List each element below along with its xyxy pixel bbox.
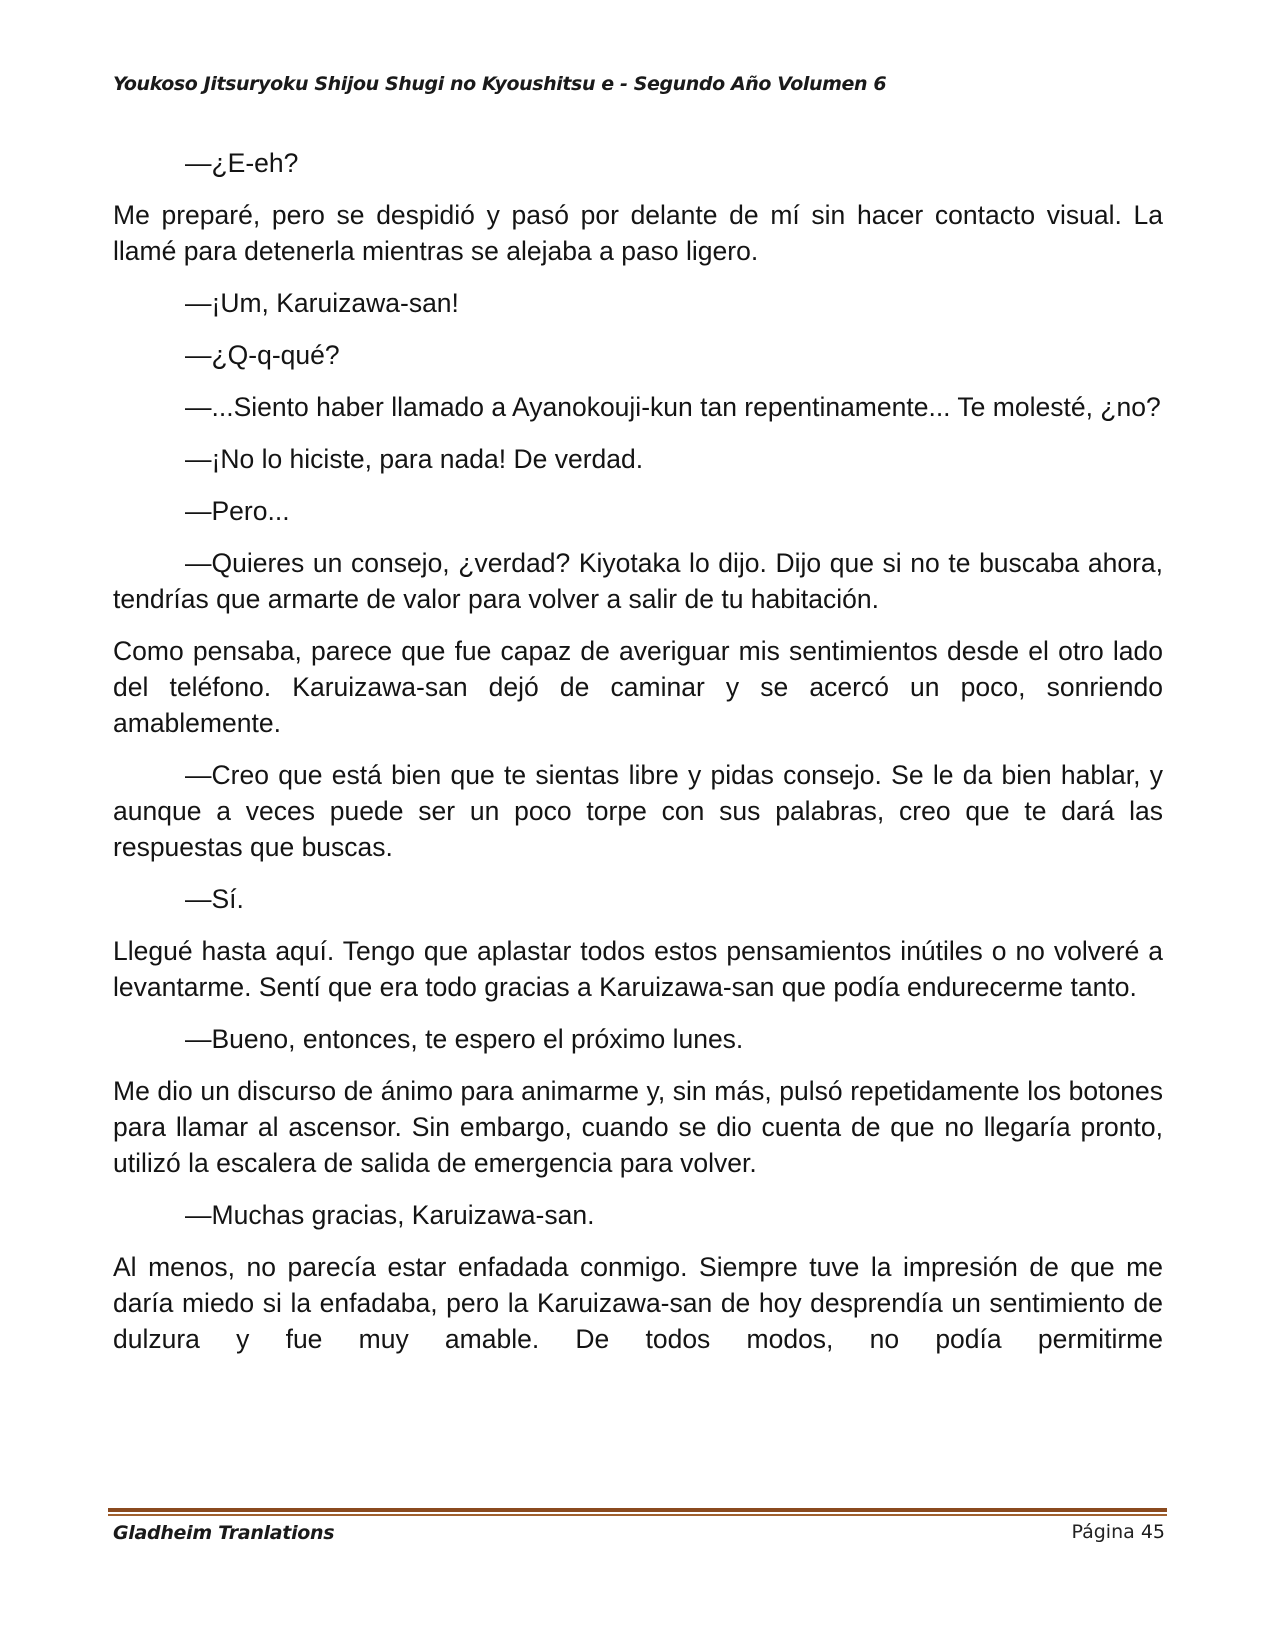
running-header-title: Youkoso Jitsuryoku Shijou Shugi no Kyoushitsu e - Segundo Año Volumen 6 — [113, 73, 887, 95]
body-text — [113, 145, 1163, 1357]
paragraph-13: —Bueno, entonces, te espero el próximo lunes. — [185, 1024, 744, 1054]
page-label: Página — [1071, 1521, 1135, 1543]
paragraph-4: —¿Q-q-qué? — [185, 340, 340, 370]
paragraph-15: —Muchas gracias, Karuizawa-san. — [185, 1200, 595, 1230]
footer-divider-thin — [108, 1514, 1167, 1516]
paragraph-7: —Pero... — [185, 496, 290, 526]
paragraph-6: —¡No lo hiciste, para nada! De verdad. — [185, 444, 644, 474]
paragraph-16: Al menos, no parecía estar enfadada conmigo. Siempre tuve la impresión de que me daría miedo si la enfadaba, pero la Karuizawa-san de hoy desprendía un sentimiento de dulzura y fue muy amable. De todos modos, no podía permitirme — [113, 1252, 1163, 1354]
paragraph-12: Llegué hasta aquí. Tengo que aplastar todos estos pensamientos inútiles o no volveré a levantarme. Sentí que era todo gracias a Karuizawa-san que podía endurecerme tanto. — [113, 936, 1163, 1002]
paragraph-3: —¡Um, Karuizawa-san! — [185, 288, 459, 318]
paragraph-1: —¿E-eh? — [185, 148, 299, 178]
paragraph-9: Como pensaba, parece que fue capaz de averiguar mis sentimientos desde el otro lado del teléfono. Karuizawa-san dejó de caminar y se acercó un poco, sonriendo amablemente. — [113, 636, 1163, 738]
paragraph-10: —Creo que está bien que te sientas libre y pidas consejo. Se le da bien hablar, y aunque a veces puede ser un poco torpe con sus palabras, creo que te dará las respuestas que buscas. — [113, 760, 1163, 862]
paragraph-2: Me preparé, pero se despidió y pasó por delante de mí sin hacer contacto visual. La llamé para detenerla mientras se alejaba a paso ligero. — [113, 200, 1163, 266]
paragraph-5: —...Siento haber llamado a Ayanokouji-kun tan repentinamente... Te molesté, ¿no? — [185, 392, 1161, 422]
footer-translator-credit: Gladheim Tranlations — [113, 1522, 335, 1544]
footer-divider — [108, 1508, 1167, 1516]
page-number: 45 — [1140, 1521, 1165, 1543]
paragraph-14: Me dio un discurso de ánimo para animarme y, sin más, pulsó repetidamente los botones para llamar al ascensor. Sin embargo, cuando se dio cuenta de que no llegaría pronto, utilizó la escalera de salida de emergencia para volver. — [113, 1076, 1163, 1178]
footer-page-indicator — [1071, 1521, 1165, 1543]
paragraph-11: —Sí. — [185, 884, 244, 914]
paragraph-8: —Quieres un consejo, ¿verdad? Kiyotaka lo dijo. Dijo que si no te buscaba ahora, tendrías que armarte de valor para volver a salir de tu habitación. — [113, 548, 1163, 614]
